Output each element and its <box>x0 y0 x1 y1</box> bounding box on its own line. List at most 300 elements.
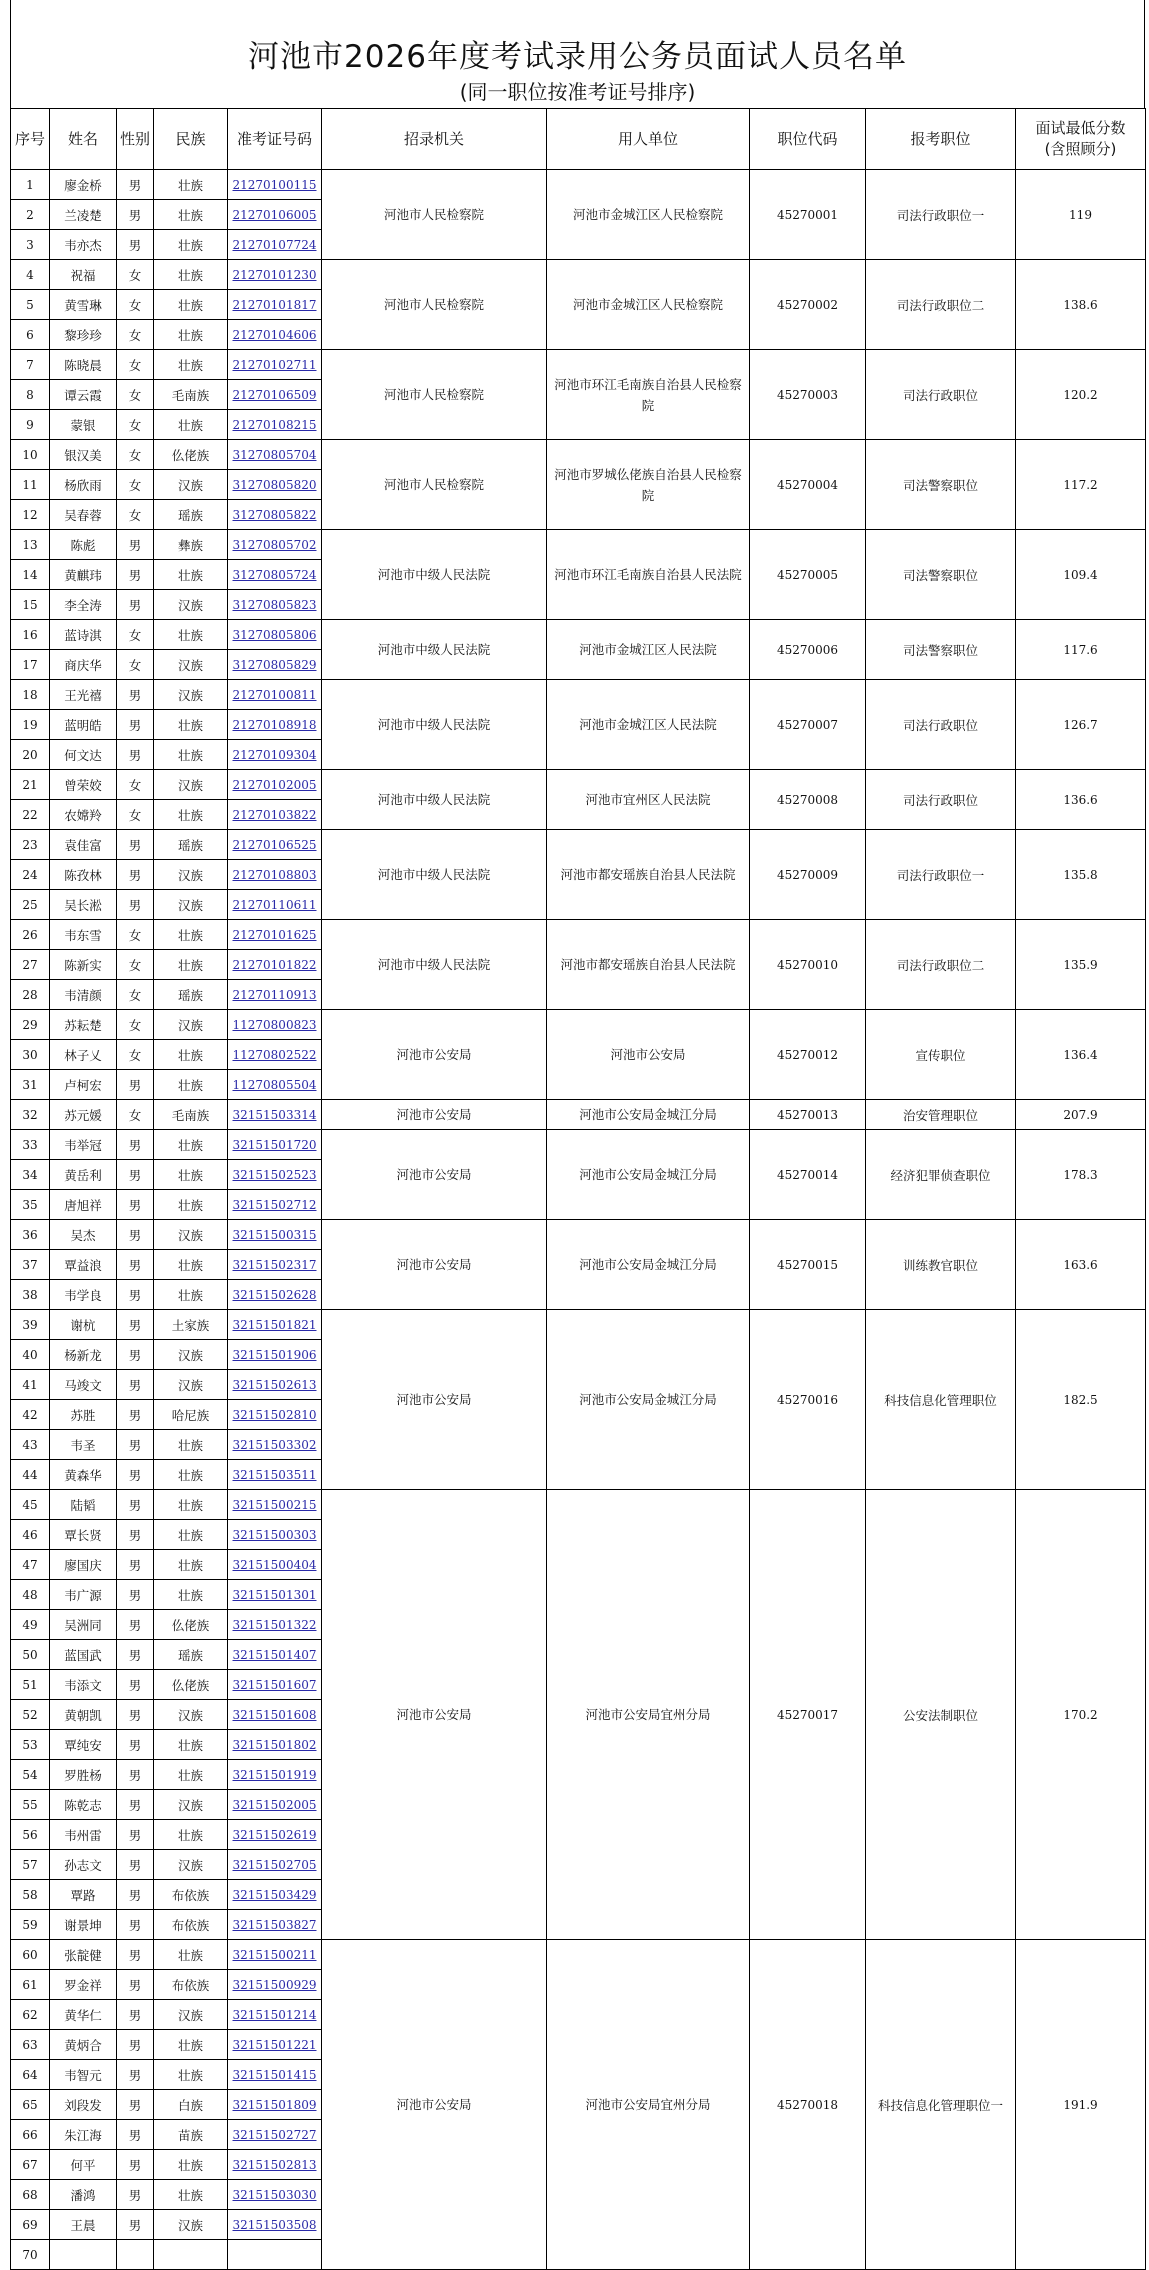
row-ethnicity: 壮族 <box>154 260 228 290</box>
ticket-number-link[interactable]: 32151502613 <box>232 1377 317 1392</box>
ticket-number-link[interactable]: 21270100115 <box>232 177 317 192</box>
row-ethnicity: 瑶族 <box>154 830 228 860</box>
row-name: 苏元媛 <box>50 1100 117 1130</box>
position-code-cell: 45270017 <box>750 1490 866 1940</box>
ticket-number-link[interactable]: 32151501214 <box>232 2007 317 2022</box>
row-name: 罗金祥 <box>50 1970 117 2000</box>
row-name: 马竣文 <box>50 1370 117 1400</box>
row-name: 蓝明皓 <box>50 710 117 740</box>
row-seq: 40 <box>11 1340 50 1370</box>
table-row <box>11 1940 1146 1970</box>
row-ethnicity: 壮族 <box>154 950 228 980</box>
min-score-cell: 117.6 <box>1016 620 1146 680</box>
row-name: 陈新实 <box>50 950 117 980</box>
min-score-cell: 207.9 <box>1016 1100 1146 1130</box>
position-cell: 经济犯罪侦查职位 <box>866 1130 1016 1220</box>
ticket-number-link[interactable]: 32151500303 <box>232 1527 317 1542</box>
row-name: 韦亦杰 <box>50 230 117 260</box>
ticket-number-link[interactable]: 32151502705 <box>232 1857 317 1872</box>
ticket-number-link[interactable]: 32151501608 <box>232 1707 317 1722</box>
ticket-number-link[interactable]: 21270104606 <box>232 327 317 342</box>
row-name: 曾荣姣 <box>50 770 117 800</box>
row-seq: 67 <box>11 2150 50 2180</box>
row-ticket-cell <box>228 500 322 530</box>
row-seq: 25 <box>11 890 50 920</box>
row-gender: 男 <box>117 1430 154 1460</box>
row-ethnicity: 仫佬族 <box>154 440 228 470</box>
unit-cell: 河池市环江毛南族自治县人民检察院 <box>547 350 750 440</box>
row-name: 袁佳富 <box>50 830 117 860</box>
row-ticket-cell <box>228 860 322 890</box>
row-ticket-cell <box>228 740 322 770</box>
row-gender: 男 <box>117 1640 154 1670</box>
position-code-cell: 45270005 <box>750 530 866 620</box>
table-row <box>11 260 1146 290</box>
position-cell: 公安法制职位 <box>866 1490 1016 1940</box>
row-seq: 16 <box>11 620 50 650</box>
row-ticket-cell <box>228 830 322 860</box>
min-score-cell: 138.6 <box>1016 260 1146 350</box>
row-name: 黎珍珍 <box>50 320 117 350</box>
row-seq: 44 <box>11 1460 50 1490</box>
row-gender: 男 <box>117 1940 154 1970</box>
table-row <box>11 1100 1146 1130</box>
row-ethnicity: 壮族 <box>154 2180 228 2210</box>
row-ticket-cell <box>228 2240 322 2270</box>
row-seq: 69 <box>11 2210 50 2240</box>
unit-cell: 河池市金城江区人民法院 <box>547 680 750 770</box>
ticket-number-link[interactable]: 21270108918 <box>232 717 317 732</box>
row-seq: 58 <box>11 1880 50 1910</box>
row-gender: 男 <box>117 1550 154 1580</box>
row-gender: 女 <box>117 290 154 320</box>
min-score-cell: 109.4 <box>1016 530 1146 620</box>
unit-cell: 河池市都安瑶族自治县人民法院 <box>547 920 750 1010</box>
ticket-number-link[interactable]: 31270805704 <box>232 447 317 462</box>
row-ticket-cell <box>228 770 322 800</box>
row-seq: 54 <box>11 1760 50 1790</box>
row-ethnicity: 汉族 <box>154 860 228 890</box>
row-ethnicity: 壮族 <box>154 230 228 260</box>
agency-cell: 河池市公安局 <box>322 1010 547 1100</box>
row-ethnicity: 壮族 <box>154 1820 228 1850</box>
table-row <box>11 1220 1146 1250</box>
row-seq: 23 <box>11 830 50 860</box>
ticket-number-link[interactable]: 32151502810 <box>232 1407 317 1422</box>
position-cell: 科技信息化管理职位一 <box>866 1940 1016 2270</box>
agency-cell: 河池市中级人民法院 <box>322 530 547 620</box>
unit-cell: 河池市宜州区人民法院 <box>547 770 750 830</box>
row-ethnicity: 壮族 <box>154 1730 228 1760</box>
unit-cell: 河池市公安局金城江分局 <box>547 1100 750 1130</box>
row-gender: 男 <box>117 1250 154 1280</box>
ticket-number-link[interactable]: 32151501809 <box>232 2097 317 2112</box>
ticket-number-link[interactable]: 21270107724 <box>232 237 317 252</box>
ticket-number-link[interactable]: 21270102711 <box>232 357 317 372</box>
row-gender: 男 <box>117 1190 154 1220</box>
row-ethnicity: 壮族 <box>154 410 228 440</box>
ticket-number-link[interactable]: 32151502712 <box>232 1197 317 1212</box>
ticket-number-link[interactable]: 11270800823 <box>232 1017 317 1032</box>
min-score-cell: 120.2 <box>1016 350 1146 440</box>
row-gender: 男 <box>117 2120 154 2150</box>
table-row <box>11 1130 1146 1160</box>
row-gender: 男 <box>117 1130 154 1160</box>
ticket-number-link[interactable]: 31270805829 <box>232 657 317 672</box>
row-gender: 男 <box>117 1160 154 1190</box>
row-ethnicity: 壮族 <box>154 620 228 650</box>
table-row <box>11 1010 1146 1040</box>
ticket-number-link[interactable]: 21270100811 <box>232 687 317 702</box>
row-ethnicity: 壮族 <box>154 1070 228 1100</box>
position-cell: 司法行政职位一 <box>866 170 1016 260</box>
ticket-number-link[interactable]: 31270805806 <box>232 627 317 642</box>
row-gender: 男 <box>117 1970 154 2000</box>
row-name: 韦添文 <box>50 1670 117 1700</box>
position-code-cell: 45270010 <box>750 920 866 1010</box>
row-name <box>50 2240 117 2270</box>
row-name: 韦广源 <box>50 1580 117 1610</box>
min-score-cell: 119 <box>1016 170 1146 260</box>
unit-cell: 河池市金城江区人民法院 <box>547 620 750 680</box>
row-ticket-cell <box>228 1340 322 1370</box>
ticket-number-link[interactable]: 21270110913 <box>232 987 317 1002</box>
row-ethnicity: 毛南族 <box>154 1100 228 1130</box>
row-gender: 男 <box>117 170 154 200</box>
row-ticket-cell <box>228 1970 322 2000</box>
row-name: 谭云霞 <box>50 380 117 410</box>
row-ticket-cell <box>228 920 322 950</box>
row-name: 覃路 <box>50 1880 117 1910</box>
row-ticket-cell <box>228 1730 322 1760</box>
row-gender: 男 <box>117 890 154 920</box>
row-seq: 59 <box>11 1910 50 1940</box>
row-gender: 男 <box>117 2180 154 2210</box>
unit-cell: 河池市公安局金城江分局 <box>547 1220 750 1310</box>
ticket-number-link[interactable]: 21270101822 <box>232 957 317 972</box>
ticket-number-link[interactable]: 21270106005 <box>232 207 317 222</box>
ticket-number-link[interactable]: 32151503429 <box>232 1887 317 1902</box>
row-ethnicity: 壮族 <box>154 1490 228 1520</box>
row-ethnicity: 壮族 <box>154 200 228 230</box>
row-ethnicity: 汉族 <box>154 590 228 620</box>
row-ethnicity: 壮族 <box>154 1550 228 1580</box>
unit-cell: 河池市金城江区人民检察院 <box>547 170 750 260</box>
row-gender: 男 <box>117 2150 154 2180</box>
header-position: 报考职位 <box>866 109 1016 170</box>
table-row <box>11 680 1146 710</box>
ticket-number-link[interactable]: 31270805820 <box>232 477 317 492</box>
row-gender: 男 <box>117 1790 154 1820</box>
min-score-cell: 170.2 <box>1016 1490 1146 1940</box>
row-name: 韦学良 <box>50 1280 117 1310</box>
row-name: 杨新龙 <box>50 1340 117 1370</box>
row-gender: 男 <box>117 1730 154 1760</box>
row-ethnicity: 壮族 <box>154 290 228 320</box>
agency-cell: 河池市中级人民法院 <box>322 920 547 1010</box>
unit-cell: 河池市金城江区人民检察院 <box>547 260 750 350</box>
min-score-cell: 126.7 <box>1016 680 1146 770</box>
ticket-number-link[interactable]: 21270108803 <box>232 867 317 882</box>
ticket-number-link[interactable]: 32151500215 <box>232 1497 317 1512</box>
ticket-number-link[interactable]: 21270110611 <box>232 897 317 912</box>
row-seq: 19 <box>11 710 50 740</box>
min-score-cell: 136.6 <box>1016 770 1146 830</box>
agency-cell: 河池市公安局 <box>322 1130 547 1220</box>
row-seq: 8 <box>11 380 50 410</box>
agency-cell: 河池市人民检察院 <box>322 350 547 440</box>
row-ticket-cell <box>228 1820 322 1850</box>
row-ticket-cell <box>228 1070 322 1100</box>
ticket-number-link[interactable]: 21270101230 <box>232 267 317 282</box>
row-seq: 33 <box>11 1130 50 1160</box>
ticket-number-link[interactable]: 32151503030 <box>232 2187 317 2202</box>
ticket-number-link[interactable]: 21270103822 <box>232 807 317 822</box>
row-ticket-cell <box>228 2210 322 2240</box>
row-seq: 20 <box>11 740 50 770</box>
row-ticket-cell <box>228 650 322 680</box>
row-seq: 62 <box>11 2000 50 2030</box>
row-ticket-cell <box>228 410 322 440</box>
row-gender: 男 <box>117 1820 154 1850</box>
document-header <box>10 0 1145 108</box>
row-name: 韦州雷 <box>50 1820 117 1850</box>
min-score-cell: 136.4 <box>1016 1010 1146 1100</box>
ticket-number-link[interactable]: 32151500404 <box>232 1557 317 1572</box>
ticket-number-link[interactable]: 32151501919 <box>232 1767 317 1782</box>
ticket-number-link[interactable]: 31270805823 <box>232 597 317 612</box>
ticket-number-link[interactable]: 32151501221 <box>232 2037 317 2052</box>
row-ethnicity: 汉族 <box>154 650 228 680</box>
row-ticket-cell <box>228 1370 322 1400</box>
ticket-number-link[interactable]: 32151501322 <box>232 1617 317 1632</box>
table-header-row <box>11 109 1146 170</box>
ticket-number-link[interactable]: 32151503314 <box>232 1107 317 1122</box>
ticket-number-link[interactable]: 21270101817 <box>232 297 317 312</box>
position-cell: 宣传职位 <box>866 1010 1016 1100</box>
agency-cell: 河池市人民检察院 <box>322 440 547 530</box>
ticket-number-link[interactable]: 32151501607 <box>232 1677 317 1692</box>
row-gender: 男 <box>117 1850 154 1880</box>
row-ethnicity: 苗族 <box>154 2120 228 2150</box>
ticket-number-link[interactable]: 32151500929 <box>232 1977 317 1992</box>
ticket-number-link[interactable]: 32151500211 <box>232 1947 317 1962</box>
position-code-cell: 45270012 <box>750 1010 866 1100</box>
row-seq: 49 <box>11 1610 50 1640</box>
ticket-number-link[interactable]: 32151500315 <box>232 1227 317 1242</box>
table-row <box>11 1490 1146 1520</box>
ticket-number-link[interactable]: 32151501802 <box>232 1737 317 1752</box>
ticket-number-link[interactable]: 32151503508 <box>232 2217 317 2232</box>
agency-cell: 河池市中级人民法院 <box>322 770 547 830</box>
row-ethnicity: 汉族 <box>154 680 228 710</box>
ticket-number-link[interactable]: 32151503302 <box>232 1437 317 1452</box>
row-name: 韦清颜 <box>50 980 117 1010</box>
row-seq: 42 <box>11 1400 50 1430</box>
row-seq: 17 <box>11 650 50 680</box>
ticket-number-link[interactable]: 31270805724 <box>232 567 317 582</box>
position-cell: 训练教官职位 <box>866 1220 1016 1310</box>
header-seq: 序号 <box>11 109 50 170</box>
row-ticket-cell <box>228 1400 322 1430</box>
row-name: 何文达 <box>50 740 117 770</box>
row-gender: 女 <box>117 380 154 410</box>
ticket-number-link[interactable]: 32151502813 <box>232 2157 317 2172</box>
row-ticket-cell <box>228 1790 322 1820</box>
row-name: 黄炳合 <box>50 2030 117 2060</box>
row-name: 黄森华 <box>50 1460 117 1490</box>
row-gender: 女 <box>117 440 154 470</box>
ticket-number-link[interactable]: 32151502005 <box>232 1797 317 1812</box>
agency-cell: 河池市公安局 <box>322 1940 547 2270</box>
row-ticket-cell <box>228 1130 322 1160</box>
row-name: 朱江海 <box>50 2120 117 2150</box>
ticket-number-link[interactable]: 11270802522 <box>232 1047 317 1062</box>
row-seq: 34 <box>11 1160 50 1190</box>
row-ethnicity: 仫佬族 <box>154 1670 228 1700</box>
unit-cell: 河池市公安局金城江分局 <box>547 1310 750 1490</box>
row-ticket-cell <box>228 1040 322 1070</box>
row-ticket-cell <box>228 380 322 410</box>
row-ethnicity: 布依族 <box>154 1970 228 2000</box>
row-ticket-cell <box>228 290 322 320</box>
row-gender: 女 <box>117 920 154 950</box>
header-unit: 用人单位 <box>547 109 750 170</box>
row-name: 陆韬 <box>50 1490 117 1520</box>
unit-cell: 河池市公安局 <box>547 1010 750 1100</box>
row-ticket-cell <box>228 170 322 200</box>
row-gender: 女 <box>117 770 154 800</box>
row-ticket-cell <box>228 1640 322 1670</box>
row-gender: 男 <box>117 680 154 710</box>
position-cell: 司法行政职位 <box>866 350 1016 440</box>
ticket-number-link[interactable]: 21270109304 <box>232 747 317 762</box>
row-ticket-cell <box>228 950 322 980</box>
row-ethnicity: 汉族 <box>154 1700 228 1730</box>
position-cell: 司法行政职位二 <box>866 260 1016 350</box>
agency-cell: 河池市公安局 <box>322 1100 547 1130</box>
ticket-number-link[interactable]: 31270805702 <box>232 537 317 552</box>
ticket-number-link[interactable]: 32151502523 <box>232 1167 317 1182</box>
unit-cell: 河池市都安瑶族自治县人民法院 <box>547 830 750 920</box>
ticket-number-link[interactable]: 21270102005 <box>232 777 317 792</box>
row-name: 陈孜林 <box>50 860 117 890</box>
row-gender: 女 <box>117 260 154 290</box>
agency-cell: 河池市人民检察院 <box>322 260 547 350</box>
agency-cell: 河池市中级人民法院 <box>322 620 547 680</box>
row-seq: 21 <box>11 770 50 800</box>
ticket-number-link[interactable]: 32151502317 <box>232 1257 317 1272</box>
row-seq: 32 <box>11 1100 50 1130</box>
row-ethnicity: 汉族 <box>154 2000 228 2030</box>
row-ticket-cell <box>228 1010 322 1040</box>
agency-cell: 河池市中级人民法院 <box>322 830 547 920</box>
row-name: 黄岳利 <box>50 1160 117 1190</box>
ticket-number-link[interactable]: 32151502619 <box>232 1827 317 1842</box>
row-gender: 男 <box>117 230 154 260</box>
ticket-number-link[interactable]: 31270805822 <box>232 507 317 522</box>
row-name: 李全涛 <box>50 590 117 620</box>
row-gender: 男 <box>117 1670 154 1700</box>
row-seq: 39 <box>11 1310 50 1340</box>
row-ticket-cell <box>228 1760 322 1790</box>
row-seq: 38 <box>11 1280 50 1310</box>
row-ticket-cell <box>228 1880 322 1910</box>
table-row <box>11 1310 1146 1340</box>
row-gender: 男 <box>117 2210 154 2240</box>
ticket-number-link[interactable]: 32151501821 <box>232 1317 317 1332</box>
ticket-number-link[interactable]: 21270106509 <box>232 387 317 402</box>
row-seq: 5 <box>11 290 50 320</box>
row-ticket-cell <box>228 1160 322 1190</box>
row-ticket-cell <box>228 710 322 740</box>
row-seq: 57 <box>11 1850 50 1880</box>
row-name: 谢景坤 <box>50 1910 117 1940</box>
ticket-number-link[interactable]: 32151503511 <box>232 1467 317 1482</box>
row-seq: 22 <box>11 800 50 830</box>
row-seq: 9 <box>11 410 50 440</box>
row-ethnicity: 壮族 <box>154 560 228 590</box>
row-ticket-cell <box>228 2060 322 2090</box>
ticket-number-link[interactable]: 21270106525 <box>232 837 317 852</box>
document-page <box>10 0 1145 2270</box>
row-seq: 60 <box>11 1940 50 1970</box>
row-seq: 36 <box>11 1220 50 1250</box>
row-name: 刘段发 <box>50 2090 117 2120</box>
row-gender: 男 <box>117 590 154 620</box>
row-ticket-cell <box>228 1610 322 1640</box>
ticket-number-link[interactable]: 32151501415 <box>232 2067 317 2082</box>
ticket-number-link[interactable]: 32151502727 <box>232 2127 317 2142</box>
row-ethnicity: 壮族 <box>154 1430 228 1460</box>
row-ticket-cell <box>228 2090 322 2120</box>
position-cell: 科技信息化管理职位 <box>866 1310 1016 1490</box>
row-ethnicity: 汉族 <box>154 1850 228 1880</box>
row-seq: 52 <box>11 1700 50 1730</box>
header-gender: 性别 <box>117 109 154 170</box>
ticket-number-link[interactable]: 32151501720 <box>232 1137 317 1152</box>
row-ticket-cell <box>228 1280 322 1310</box>
row-seq: 11 <box>11 470 50 500</box>
position-code-cell: 45270016 <box>750 1310 866 1490</box>
min-score-cell: 135.9 <box>1016 920 1146 1010</box>
header-agency: 招录机关 <box>322 109 547 170</box>
row-ethnicity: 汉族 <box>154 890 228 920</box>
ticket-number-link[interactable]: 32151501407 <box>232 1647 317 1662</box>
interview-list-table <box>10 108 1146 2270</box>
row-ethnicity: 壮族 <box>154 1940 228 1970</box>
row-ticket-cell <box>228 470 322 500</box>
header-code: 职位代码 <box>750 109 866 170</box>
ticket-number-link[interactable]: 21270101625 <box>232 927 317 942</box>
ticket-number-link[interactable]: 11270805504 <box>232 1077 317 1092</box>
ticket-number-link[interactable]: 32151501301 <box>232 1587 317 1602</box>
row-ethnicity: 瑶族 <box>154 980 228 1010</box>
row-name: 孙志文 <box>50 1850 117 1880</box>
row-name: 覃纯安 <box>50 1730 117 1760</box>
agency-cell: 河池市公安局 <box>322 1220 547 1310</box>
unit-cell: 河池市公安局金城江分局 <box>547 1130 750 1220</box>
row-gender: 男 <box>117 1580 154 1610</box>
ticket-number-link[interactable]: 21270108215 <box>232 417 317 432</box>
row-ticket-cell <box>228 260 322 290</box>
row-seq: 1 <box>11 170 50 200</box>
ticket-number-link[interactable]: 32151503827 <box>232 1917 317 1932</box>
agency-cell: 河池市公安局 <box>322 1490 547 1940</box>
ticket-number-link[interactable]: 32151502628 <box>232 1287 317 1302</box>
ticket-number-link[interactable]: 32151501906 <box>232 1347 317 1362</box>
row-gender: 女 <box>117 320 154 350</box>
